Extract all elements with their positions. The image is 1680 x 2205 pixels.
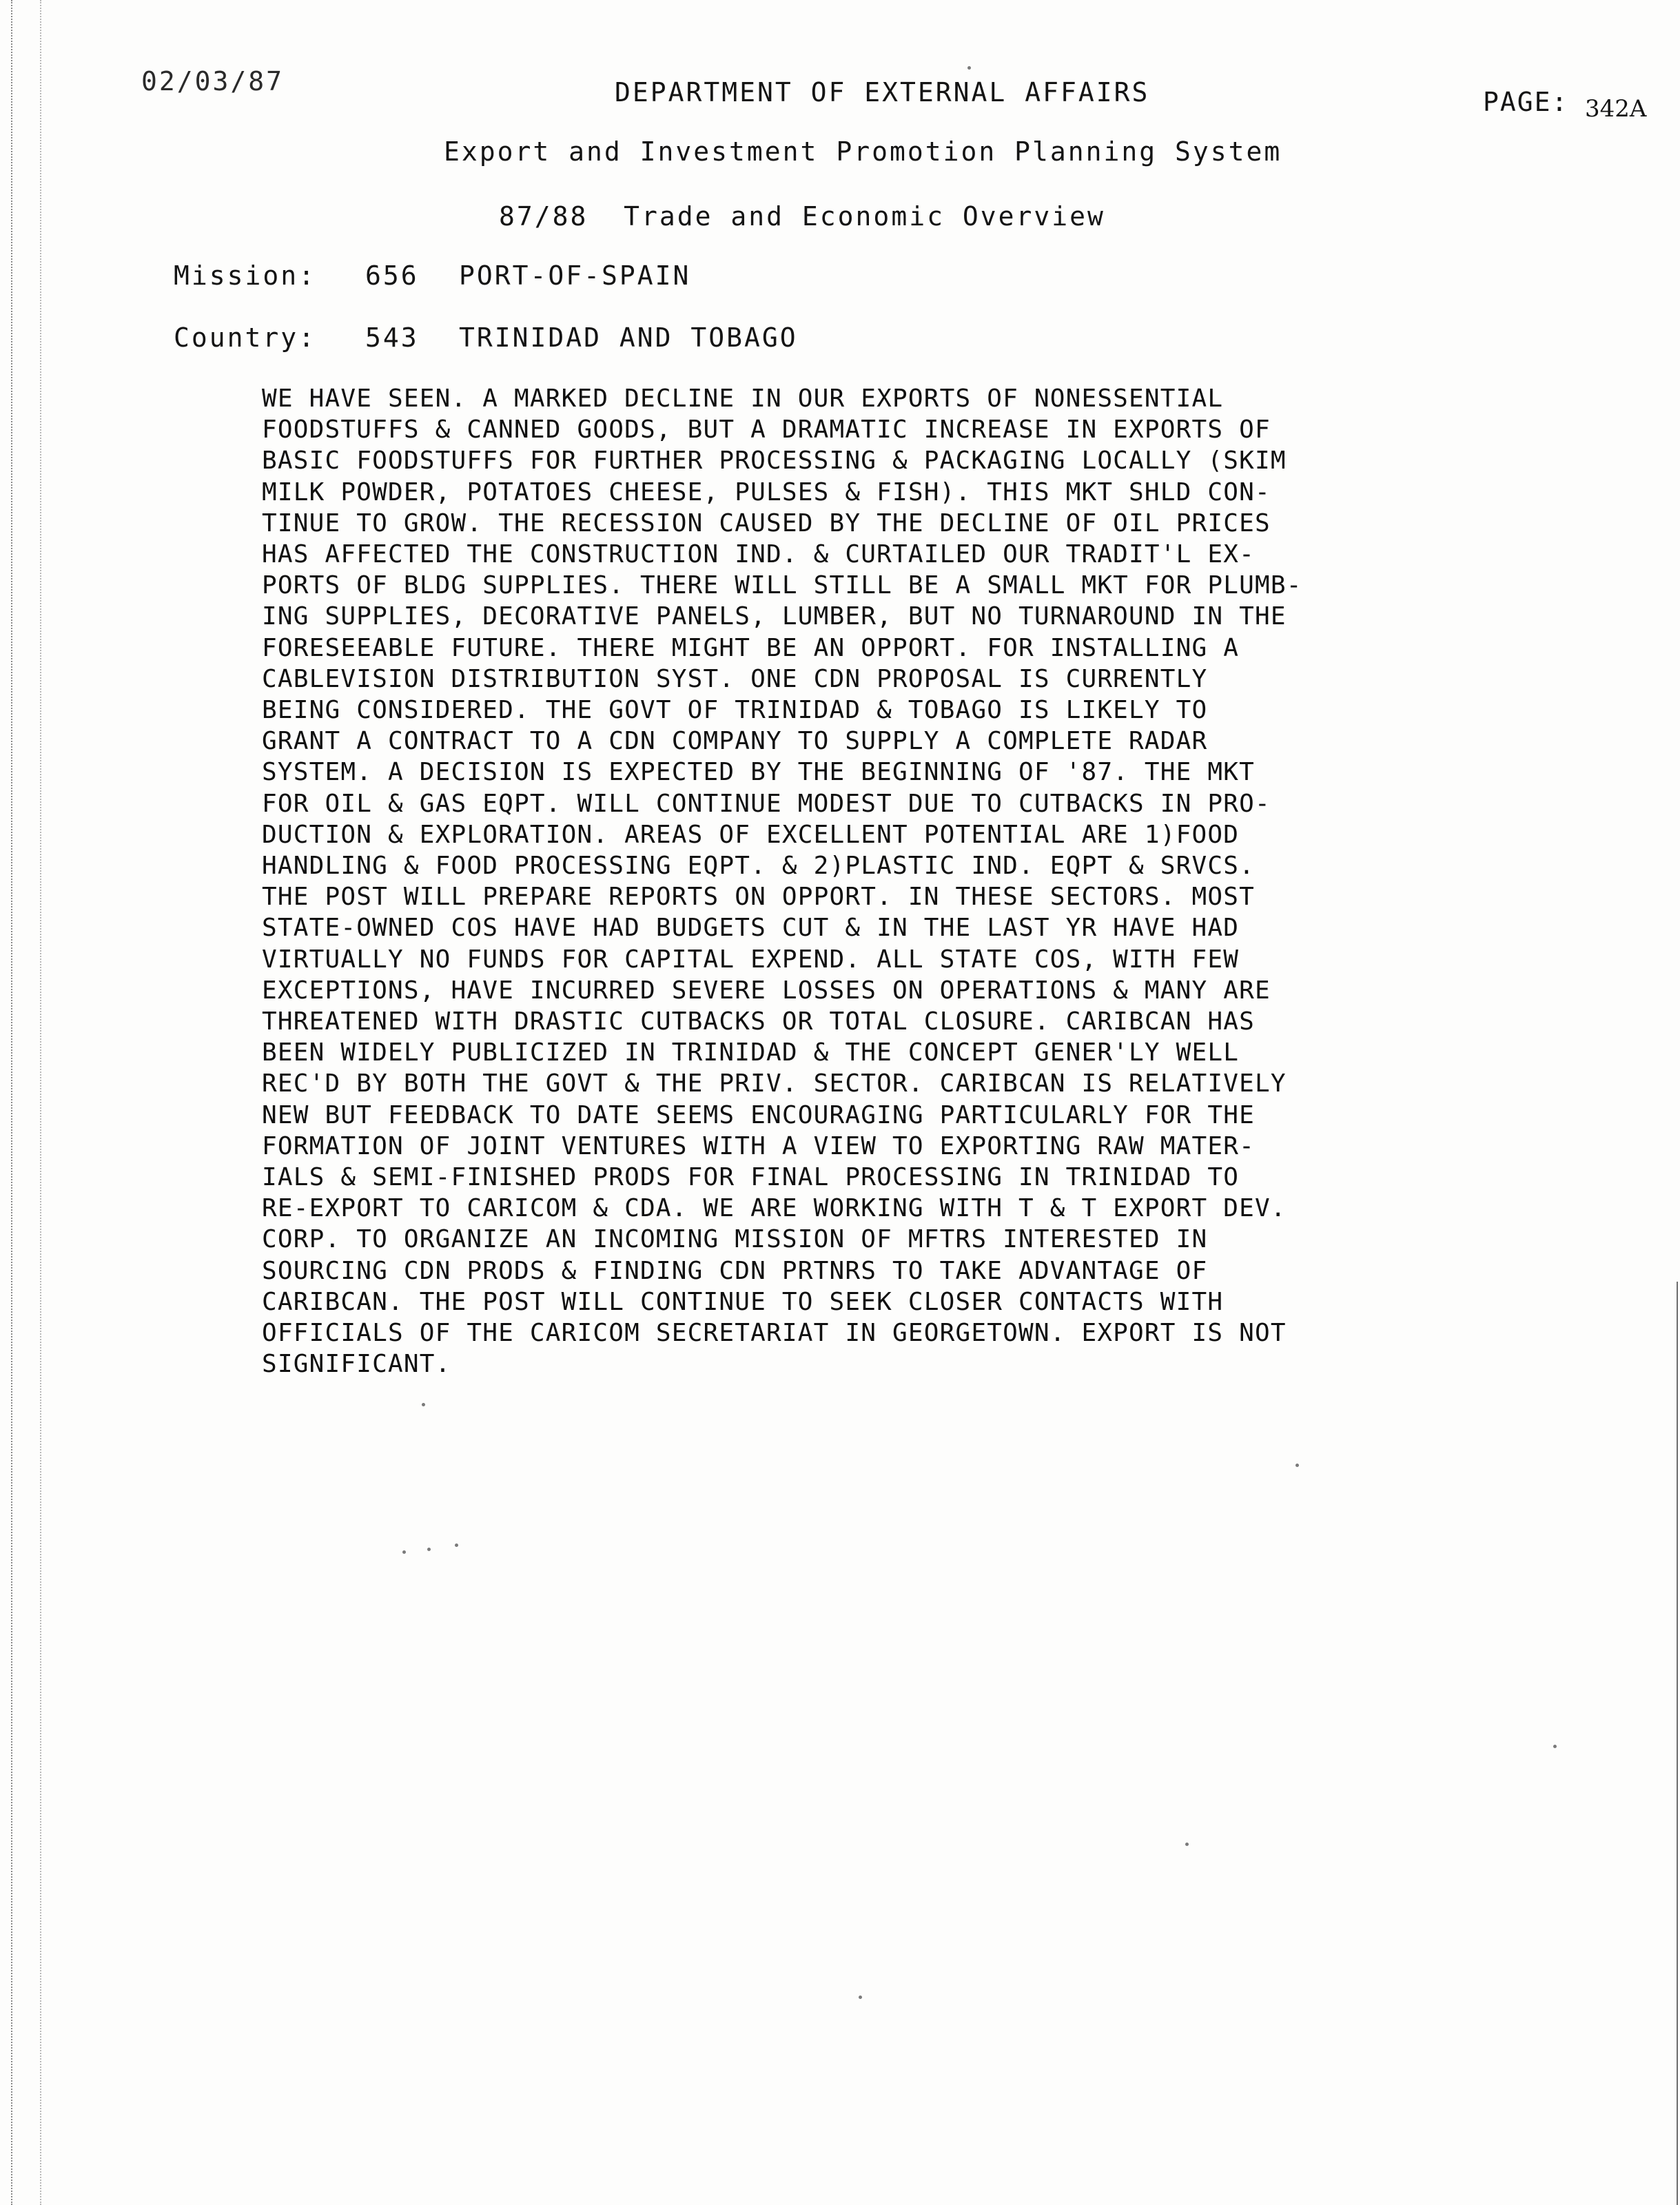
scan-speck	[859, 1996, 862, 1999]
page-edge-line	[1677, 1282, 1678, 2205]
scan-speck	[967, 66, 971, 70]
report-date: 02/03/87	[141, 66, 285, 96]
country-code: 543	[365, 322, 419, 353]
scan-speck	[427, 1548, 431, 1551]
scan-speck	[422, 1403, 425, 1406]
department-title: DEPARTMENT OF EXTERNAL AFFAIRS	[615, 77, 1150, 107]
scan-speck	[1553, 1745, 1557, 1748]
binding-edge-line	[40, 0, 41, 2205]
mission-label: Mission:	[174, 260, 317, 291]
scan-speck	[1295, 1464, 1299, 1467]
overview-title: 87/88 Trade and Economic Overview	[499, 201, 1105, 232]
overview-body-text: WE HAVE SEEN. A MARKED DECLINE IN OUR EXPORTS OF NONESSENTIAL FOODSTUFFS & CANNED GOODS, BUT A DRAMATIC INCREASE IN EXPORTS OF BASIC FOODSTUFFS FOR FURTHER PROCESSING & PACKAGING LOCALLY (SKIM MILK POWDER, POTATOES CHEESE, PULSES & FISH). THIS MKT SHLD CON- TINUE TO GROW. THE RECESSION CAUSED BY THE DECLINE OF OIL PRICES HAS AFFECTED THE CONSTRUCTION IND. & CURTAILED OUR TRADIT'L EX- PORTS OF BLDG SUPPLIES. THERE WILL STILL BE A SMALL MKT FOR PLUMB- ING SUPPLIES, DECORATIVE PANELS, LUMBER, BUT NO TURNAROUND IN THE FORESEEABLE FUTURE. THERE MIGHT BE AN OPPORT. FOR INSTALLING A CABLEVISION DISTRIBUTION SYST. ONE CDN PROPOSAL IS CURRENTLY BEING CONSIDERED. THE GOVT OF TRINIDAD & TOBAGO IS LIKELY TO GRANT A CONTRACT TO A CDN COMPANY TO SUPPLY A COMPLETE RADAR SYSTEM. A DECISION IS EXPECTED BY THE BEGINNING OF '87. THE MKT FOR OIL & GAS EQPT. WILL CONTINUE MODEST DUE TO CUTBACKS IN PRO- DUCTION & EXPLORATION. AREAS OF EXCELLENT POTENTIAL ARE 1)FOOD HANDLING & FOOD PROCESSING EQPT. & 2)PLASTIC IND. EQPT & SRVCS. THE POST WILL PREPARE REPORTS ON OPPORT. IN THESE SECTORS. MOST STATE-OWNED COS HAVE HAD BUDGETS CUT & IN THE LAST YR HAVE HAD VIRTUALLY NO FUNDS FOR CAPITAL EXPEND. ALL STATE COS, WITH FEW EXCEPTIONS, HAVE INCURRED SEVERE LOSSES ON OPERATIONS & MANY ARE THREATENED WITH DRASTIC CUTBACKS OR TOTAL CLOSURE. CARIBCAN HAS BEEN WIDELY PUBLICIZED IN TRINIDAD & THE CONCEPT GENER'LY WELL REC'D BY BOTH THE GOVT & THE PRIV. SECTOR. CARIBCAN IS RELATIVELY NEW BUT FEEDBACK TO DATE SEEMS ENCOURAGING PARTICULARLY FOR THE FORMATION OF JOINT VENTURES WITH A VIEW TO EXPORTING RAW MATER- IALS & SEMI-FINISHED PRODS FOR FINAL PROCESSING IN TRINIDAD TO RE-EXPORT TO CARICOM & CDA. WE ARE WORKING WITH T & T EXPORT DEV. CORP. TO ORGANIZE AN INCOMING MISSION OF MFTRS INTERESTED IN SOURCING CDN PRODS & FINDING CDN PRTNRS TO TAKE ADVANTAGE OF CARIBCAN. THE POST WILL CONTINUE TO SEEK CLOSER CONTACTS WITH OFFICIALS OF THE CARICOM SECRETARIAT IN GEORGETOWN. EXPORT IS NOT SIGNIFICANT.	[262, 384, 1302, 1379]
binding-edge-line	[11, 0, 12, 2205]
system-subtitle: Export and Investment Promotion Planning System	[444, 136, 1282, 167]
country-label: Country:	[174, 322, 317, 353]
mission-code: 656	[365, 260, 419, 291]
page-label: PAGE:	[1483, 87, 1569, 117]
scan-speck	[402, 1550, 406, 1554]
page-number: 342A	[1585, 95, 1647, 123]
country-name: TRINIDAD AND TOBAGO	[459, 322, 798, 353]
mission-name: PORT-OF-SPAIN	[459, 260, 691, 291]
scan-speck	[1185, 1843, 1189, 1846]
scan-speck	[455, 1544, 458, 1547]
